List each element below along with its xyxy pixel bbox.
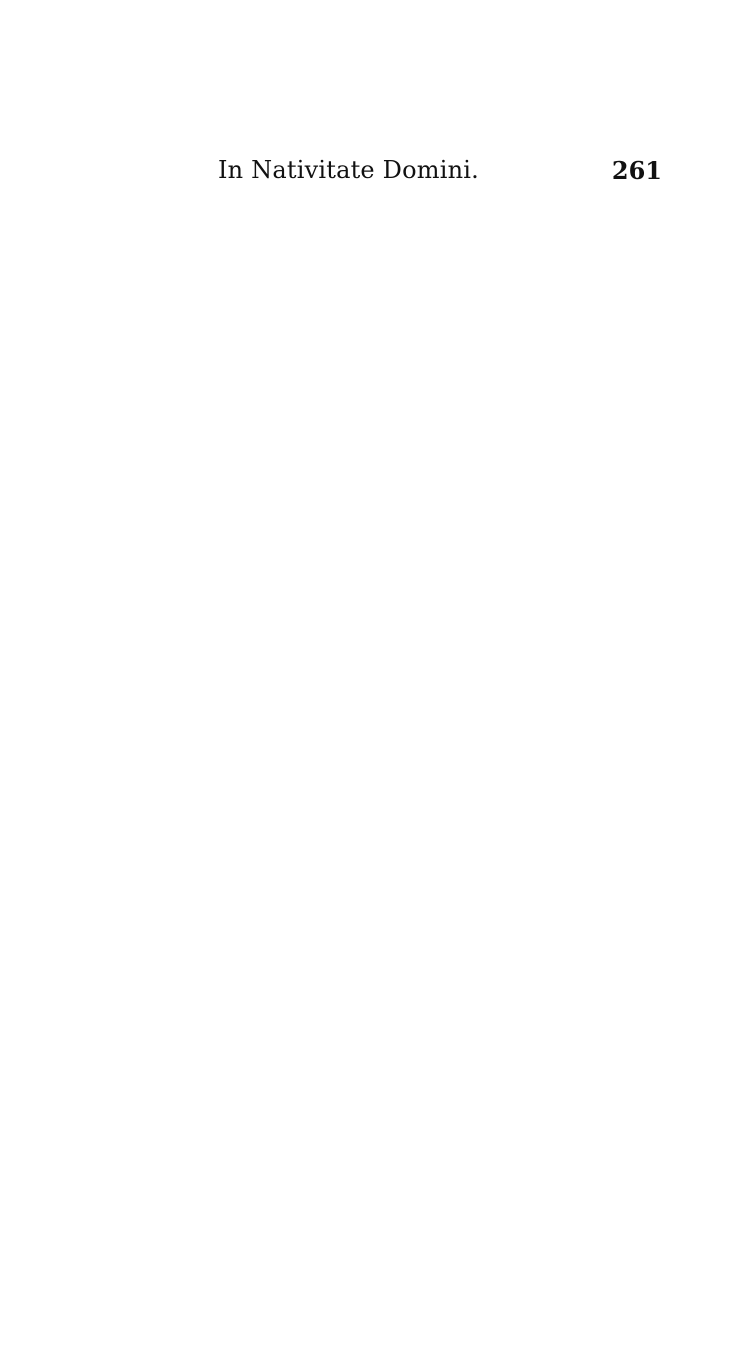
running-header (0, 152, 740, 192)
page-number: 261 (611, 156, 662, 185)
running-title: In Nativitate Domini. (218, 156, 479, 184)
